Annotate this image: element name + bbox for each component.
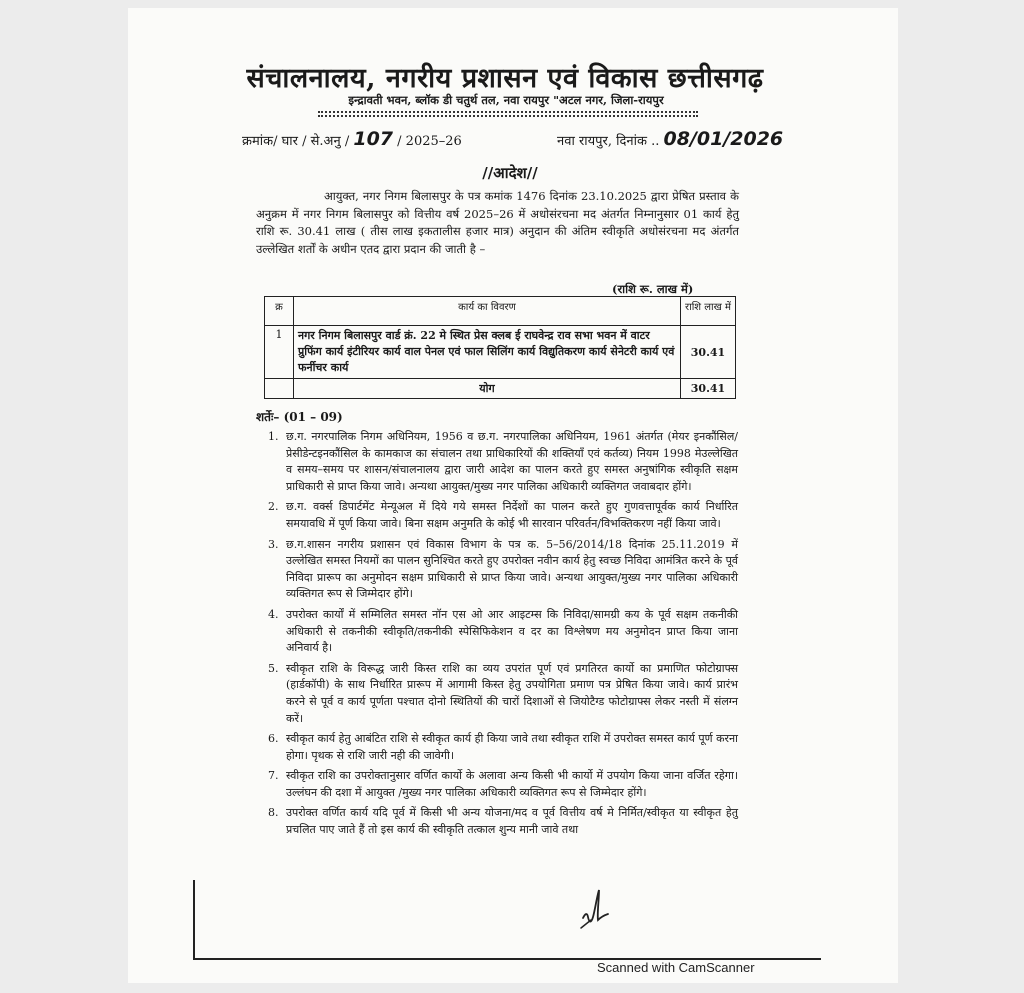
- department-address: इन्द्रावती भवन, ब्लॉक डी चतुर्थ तल, नवा रायपुर "अटल नगर, जिला-रायपुर: [348, 93, 664, 107]
- term-text: स्वीकृत कार्य हेतु आबंटित राशि से स्वीकृत कार्य ही किया जावे तथा स्वीकृत राशि में उपरोक्त समस्त कार्य पूर्ण करना होगा। पृथक से राशि जारी नही की जावेगी।: [286, 732, 738, 762]
- term-text: उपरोक्त कार्यों में सम्मिलित समस्त नॉन एस ओ आर आइटम्स कि निविदा/सामग्री कय के पूर्व सक्षम तकनीकी अधिकारी से तकनीकी स्वीकृति/तकनीकी स्पेसिफिकेशन व दर का विश्लेषण मय अनुमोदन प्राप्त किया जाना अनिवार्य है।: [286, 607, 738, 655]
- table-header-row: [265, 297, 736, 326]
- reference-number: [242, 128, 462, 150]
- header-sn: क्र: [265, 297, 294, 326]
- term-number: 5.: [268, 661, 279, 675]
- intro-paragraph: [256, 188, 739, 258]
- term-text: स्वीकृत राशि का उपरोक्तानुसार वर्णित कार्यो के अलावा अन्य किसी भी कार्यो में उपयोग किया जाना वर्जित रहेगा। उल्लंघन की दशा में आयुक्त /मुख्य नगर पालिका अधिकारी व्यक्तिगत रूप से जिम्मेदार होंगे।: [286, 769, 738, 799]
- list-item: [268, 537, 738, 603]
- term-number: 6.: [268, 732, 279, 746]
- amount-unit-label: (राशि रू. लाख में): [612, 282, 694, 296]
- term-text: उपरोक्त वर्णित कार्य यदि पूर्व में किसी भी अन्य योजना/मद व पूर्व वित्तीय वर्ष मे निर्मित/स्वीकृत या स्वीकृत हेतु प्रचलित पाए जाते हैं तो इस कार्य की स्वीकृति तत्काल शुन्य मानी जावे तथा: [286, 806, 738, 837]
- header-description: कार्य का विवरण: [294, 297, 681, 326]
- list-item: [268, 661, 738, 727]
- term-text: छ.ग. वर्क्स डिपार्टमेंट मेन्यूअल में दिये गये समस्त निर्देशों का पालन करते हुए गुणवत्तापूर्वक कार्य निर्धारित समयावधि में पूर्ण किया जावे। बिना सक्षम अनुमति के कोई भी सारवान परिवर्तन/विभक्तिकरण नहीं किया जावे।: [286, 500, 738, 530]
- reference-suffix: / 2025–26: [397, 134, 462, 149]
- row-sn: 1: [265, 326, 294, 379]
- total-amount: 30.41: [681, 379, 736, 399]
- list-item: [268, 429, 738, 495]
- handwritten-date: 08/01/2026: [663, 128, 784, 150]
- total-label: योग: [294, 379, 681, 399]
- term-number: 8.: [268, 806, 279, 820]
- header-divider: [318, 111, 698, 113]
- terms-list: [268, 429, 738, 843]
- term-number: 3.: [268, 537, 279, 551]
- list-item: [268, 499, 738, 532]
- camscanner-watermark: Scanned with CamScanner: [597, 960, 755, 975]
- term-text: छ.ग. नगरपालिक निगम अधिनियम, 1956 व छ.ग. नगरपालिका अधिनियम, 1961 अंतर्गत (मेयर इनकौंसिल/प्रेसीडेन्टइनकौंसिल के कामकाज का संचालन तथा प्राधिकारियों की शक्तियाँ एवं कर्तव्य) नियम 1998 मेउल्लेखित व समय–समय पर शासन/संचालनालय द्वारा जारी आदेश का पालन करते हुए समस्त अनुषांगिक स्वीकृति सक्षम प्राधिकारी से प्राप्त किया जावे। अन्यथा आयुक्त/मुख्य नगर पालिका अधिकारी व्यक्तिगत जवाबदार होंगे।: [286, 430, 738, 493]
- reference-prefix: क्रमांक/ घार / से.अनु /: [242, 134, 350, 149]
- signature-mark: [575, 884, 615, 934]
- header-divider-2: [318, 115, 698, 117]
- term-number: 4.: [268, 607, 279, 621]
- term-number: 1.: [268, 430, 279, 443]
- term-text: स्वीकृत राशि के विरूद्ध जारी किस्त राशि का व्यय उपरांत पूर्ण एवं प्रगतिरत कार्यो का प्रमाणित फोटोग्राफ्स (हार्डकॉपी) के साथ निर्धारित प्रारूप में आगामी किस्त हेतु उपयोगिता प्रमाण पत्र प्रेषित किया जावे। कार्य प्रारंभ करने से पूर्व व कार्य पूर्णता पश्चात दोनो स्थितियों की चारों दिशाओं से जियोटैग्ड फोटोग्राफ्स लेकर नस्ती में संलग्न करें।: [286, 661, 738, 725]
- total-sn-empty: [265, 379, 294, 399]
- reference-handwritten-number: 107: [353, 128, 394, 150]
- table-row: [265, 326, 736, 379]
- term-number: 2.: [268, 500, 279, 514]
- list-item: [268, 768, 738, 801]
- works-table: [264, 296, 736, 399]
- list-item: [268, 731, 738, 764]
- table-total-row: [265, 379, 736, 399]
- row-amount: 30.41: [681, 326, 736, 379]
- place-label: नवा रायपुर, दिनांक ..: [557, 134, 660, 149]
- term-number: 7.: [268, 769, 279, 783]
- list-item: [268, 805, 738, 838]
- list-item: [268, 607, 738, 657]
- intro-text: आयुक्त, नगर निगम बिलासपुर के पत्र कमांक 1476 दिनांक 23.10.2025 द्वारा प्रेषित प्रस्ताव के अनुक्रम में नगर निगम बिलासपुर को वित्तीय वर्ष 2025–26 में अधोसंरचना मद अंतर्गत निम्नानुसार 01 कार्य हेतु राशि रू. 30.41 लाख ( तीस लाख इकतालीस हजार मात्र) अनुदान की अंतिम स्वीकृति अधोसंरचना मद अंतर्गत उल्लेखित शर्तों के अधीन एतद द्वारा प्रदान की जाती है –: [256, 189, 739, 256]
- order-heading: //आदेश//: [482, 164, 538, 182]
- header-amount: राशि लाख में: [681, 297, 736, 326]
- order-date: [557, 128, 783, 150]
- scan-frame-left: [193, 880, 195, 958]
- terms-heading: शर्तेः– (01 – 09): [256, 410, 343, 424]
- term-text: छ.ग.शासन नगरीय प्रशासन एवं विकास विभाग के पत्र क. 5–56/2014/18 दिनांक 25.11.2019 में उल्लेखित समस्त नियमों का पालन सुनिश्चित करते हुए उपरोक्त नवीन कार्य हेतु स्वच्छ निविदा आमंत्रित करने के पूर्व निविदा प्रारूप का अनुमोदन सक्षम प्राधिकारी से प्राप्त किया जावे। अन्यथा आयुक्त/मुख्य नगर पालिका अधिकारी व्यक्तिगत रूप से जिम्मेदार होंगे।: [286, 537, 738, 601]
- department-title: संचालनालय, नगरीय प्रशासन एवं विकास छत्तीसगढ़: [246, 63, 764, 94]
- row-description: नगर निगम बिलासपुर वार्ड क्रं. 22 मे स्थित प्रेस क्लब ई राघवेन्द्र राव सभा भवन में वाटर प्रुफिंग कार्य इंटीरियर कार्य वाल पेनल एवं फाल सिलिंग कार्य विद्युतिकरण कार्य सेनेटरी कार्य एवं फर्नीचर कार्य: [294, 326, 681, 379]
